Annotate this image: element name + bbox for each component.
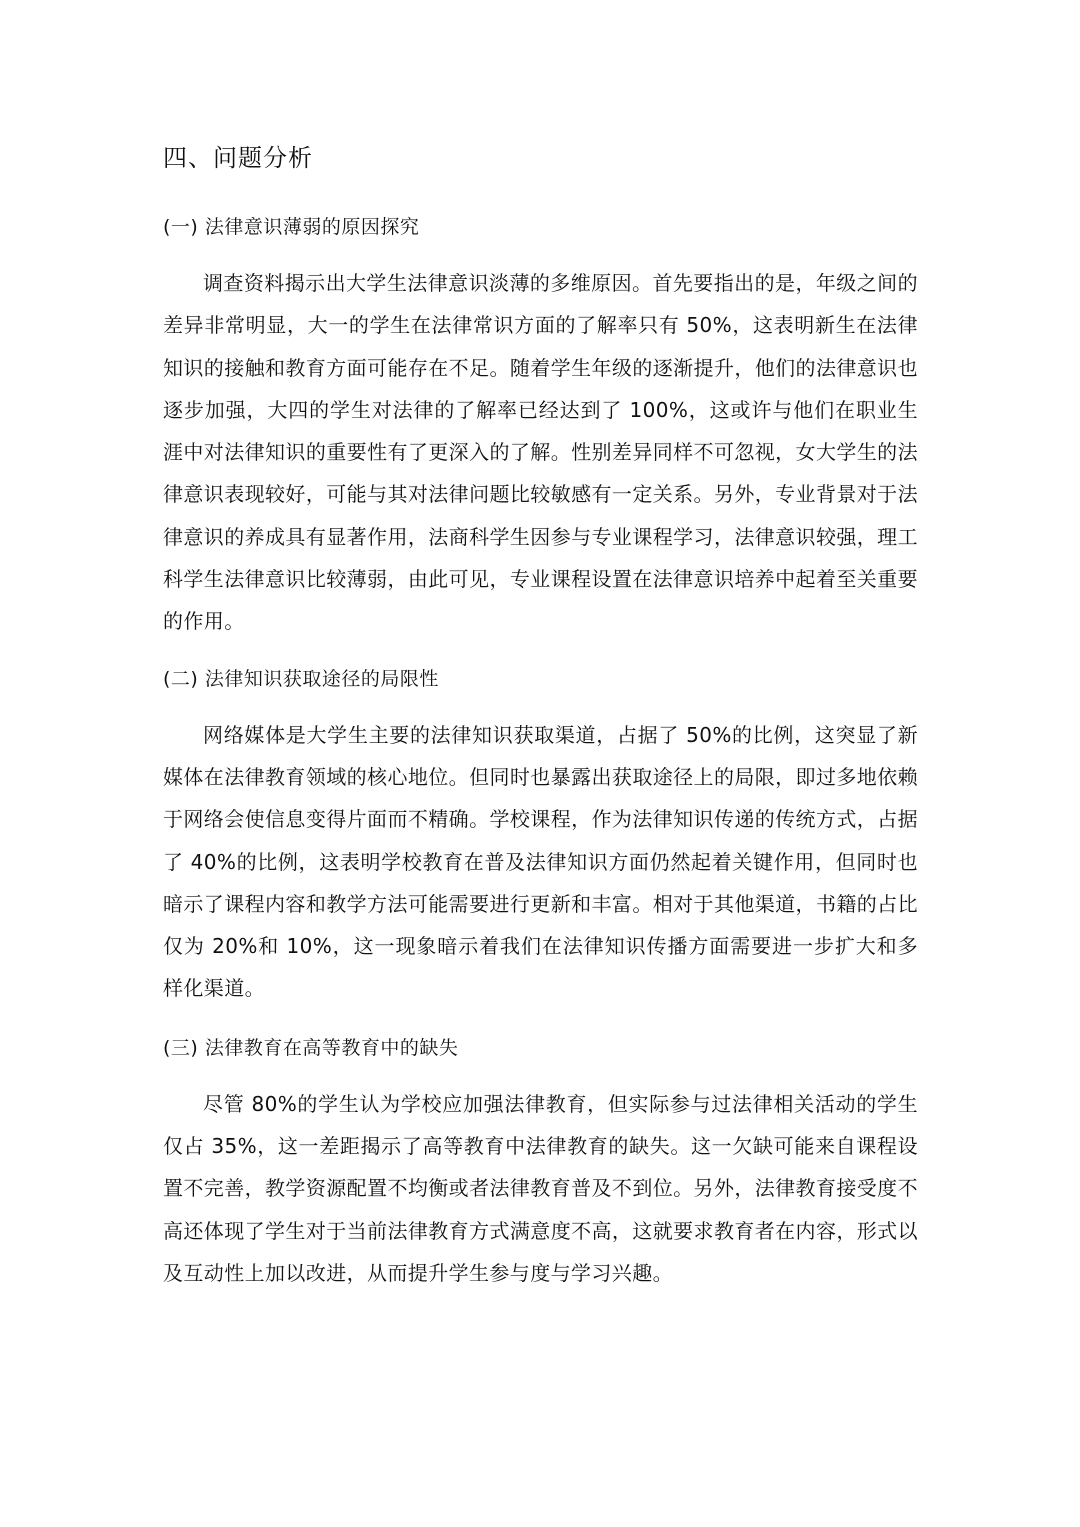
paragraph-legal-awareness-causes: 调查资料揭示出大学生法律意识淡薄的多维原因。首先要指出的是，年级之间的差异非常明显，大一的学生在法律常识方面的了解率只有 50%，这表明新生在法律知识的接触和教育方面可能存在不足。随着学生年级的逐渐提升，他们的法律意识也逐步加强，大四的学生对法律的了解率已经达到了 100%，这或许与他们在职业生涯中对法律知识的重要性有了更深入的了解。性别差异同样不可忽视，女大学生的法律意识表现较好，可能与其对法律问题比较敏感有一定关系。另外，专业背景对于法律意识的养成具有显著作用，法商科学生因参与专业课程学习，法律意识较强，理工科学生法律意识比较薄弱，由此可见，专业课程设置在法律意识培养中起着至关重要的作用。 — [163, 271, 918, 634]
paragraph-education-gap: 尽管 80%的学生认为学校应加强法律教育，但实际参与过法律相关活动的学生仅占 35%，这一差距揭示了高等教育中法律教育的缺失。这一欠缺可能来自课程设置不完善，教学资源配置不均衡或者法律教育普及不到位。另外，法律教育接受度不高还体现了学生对于当前法律教育方式满意度不高，这就要求教育者在内容，形式以及互动性上加以改进，从而提升学生参与度与学习兴趣。 — [163, 1091, 918, 1285]
subsection-title-1: (一) 法律意识薄弱的原因探究 — [163, 216, 420, 238]
section-title: 四、问题分析 — [163, 144, 313, 172]
subsection-title-2: (二) 法律知识获取途径的局限性 — [163, 667, 439, 690]
document-page — [163, 138, 918, 1314]
subsection-title-3: (三) 法律教育在高等教育中的缺失 — [163, 1036, 459, 1059]
paragraph-knowledge-channels: 网络媒体是大学生主要的法律知识获取渠道，占据了 50%的比例，这突显了新媒体在法律教育领域的核心地位。但同时也暴露出获取途径上的局限，即过多地依赖于网络会使信息变得片面而不精确。学校课程，作为法律知识传递的传统方式，占据了 40%的比例，这表明学校教育在普及法律知识方面仍然起着关键作用，但同时也暗示了课程内容和教学方法可能需要进行更新和丰富。相对于其他渠道，书籍的占比仅为 20%和 10%，这一现象暗示着我们在法律知识传播方面需要进一步扩大和多样化渠道。 — [163, 722, 918, 1001]
